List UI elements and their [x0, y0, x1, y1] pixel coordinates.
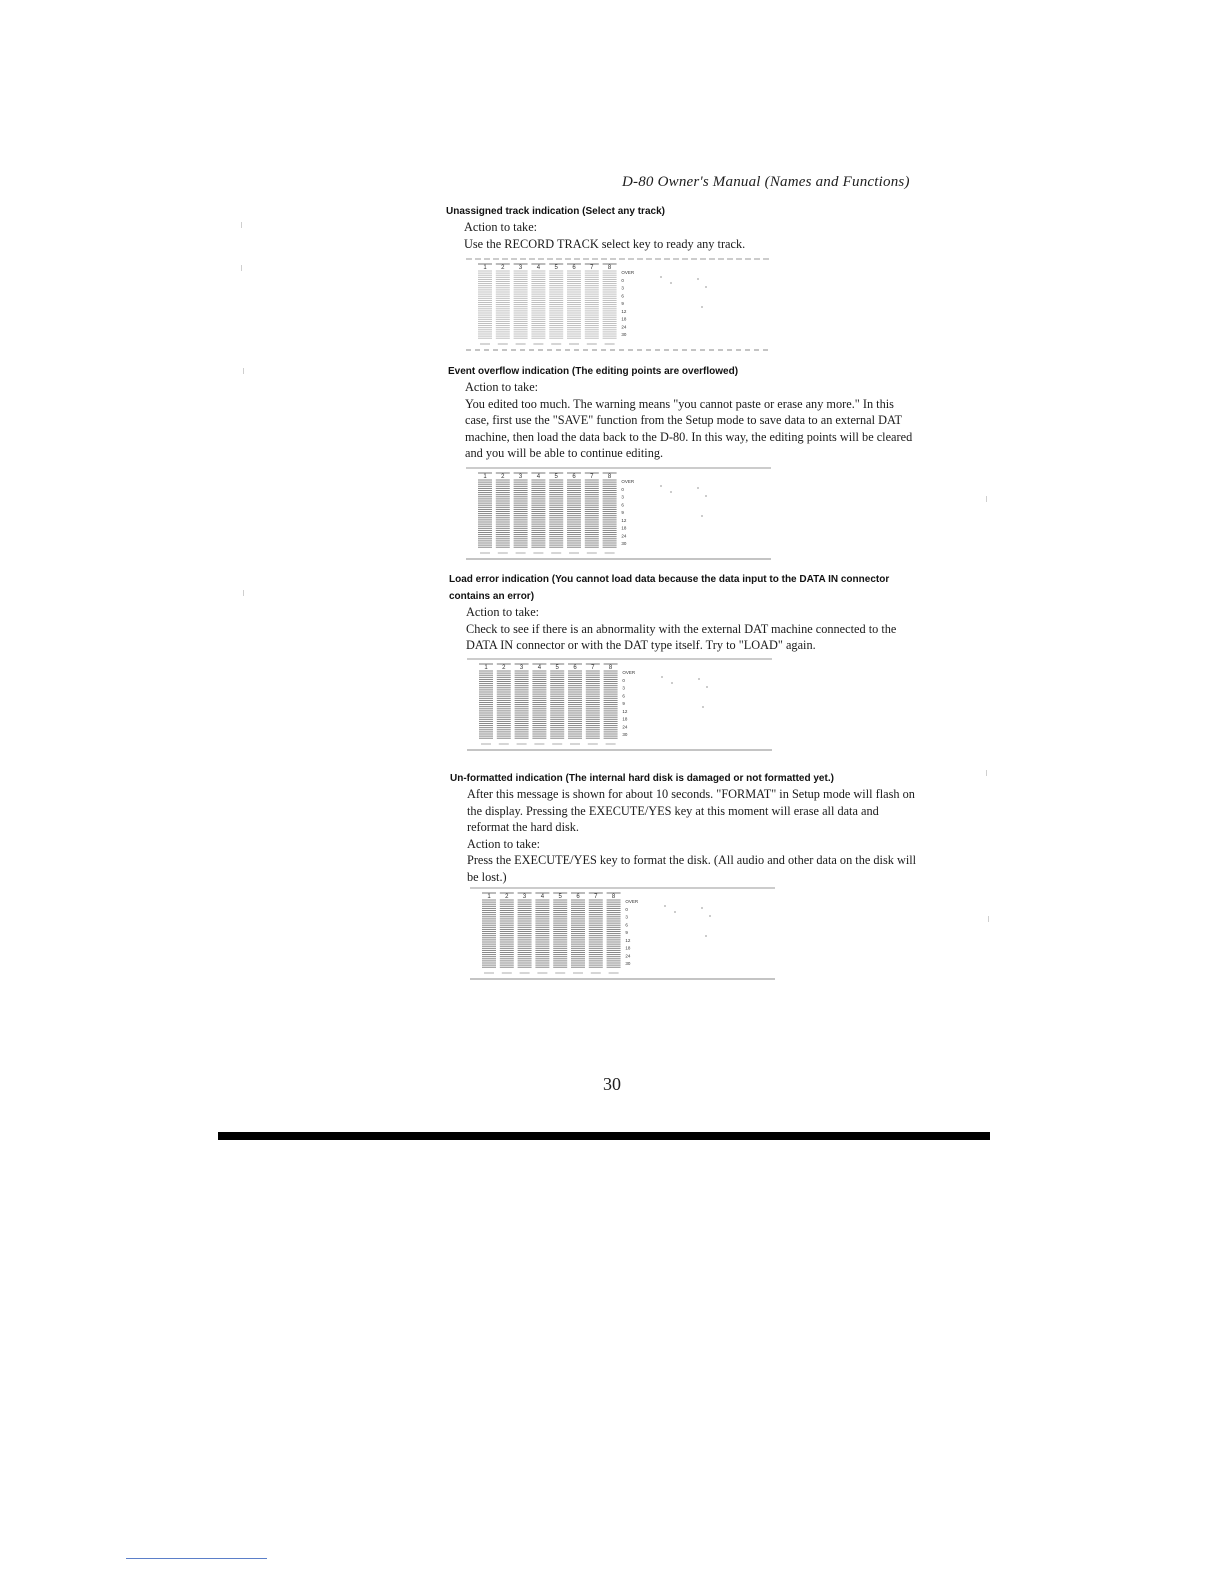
scale-label: 3 [625, 914, 628, 920]
track-number: 2 [501, 265, 505, 271]
scale-label: 9 [621, 301, 624, 306]
meter-column [478, 480, 492, 547]
meter-column [549, 271, 563, 338]
lcd-display-figure [467, 657, 772, 753]
meter-column [532, 671, 546, 738]
lcd-speck [709, 915, 711, 917]
track-number: 3 [518, 265, 523, 271]
lcd-speck [670, 491, 672, 493]
meter-column [496, 480, 510, 547]
scan-speck [986, 770, 987, 776]
scale-label: 0 [621, 277, 624, 283]
track-number: 5 [558, 894, 562, 900]
track-number: 7 [590, 265, 594, 271]
meter-column [531, 480, 545, 547]
lcd-speck [701, 515, 703, 517]
track-number: 3 [519, 665, 524, 671]
page-number: 30 [603, 1074, 621, 1094]
track-number: 4 [536, 265, 541, 271]
lcd-display-figure [466, 257, 771, 353]
paragraph: Use the RECORD TRACK select key to ready any track. [464, 236, 746, 251]
scale-label: OVER [621, 479, 635, 484]
meter-column [586, 671, 600, 738]
track-number: 8 [608, 665, 613, 671]
lcd-speck [702, 706, 704, 708]
scale-label: 12 [621, 517, 627, 523]
lcd-speck [701, 907, 703, 909]
scale-label: 6 [621, 293, 624, 299]
scale-label: 9 [621, 510, 624, 515]
track-number: 7 [594, 894, 598, 900]
track-number: 6 [572, 474, 576, 480]
meter-column [603, 480, 617, 547]
level-meter-display [466, 257, 771, 353]
paragraph: After this message is shown for about 10 seconds. "FORMAT" in Setup mode will flash on the display. Pressing the EXECUTE/YES key at this moment will erase all data and reformat the hard disk. [467, 787, 915, 835]
meter-column [571, 900, 585, 967]
lcd-speck [705, 495, 707, 497]
lcd-speck [697, 278, 699, 280]
scale-label: 0 [621, 486, 624, 492]
meter-column [603, 271, 617, 338]
lcd-speck [660, 485, 662, 487]
meter-column [604, 671, 618, 738]
scan-speck [243, 368, 244, 374]
scale-label: 30 [621, 332, 627, 337]
scale-label: OVER [621, 270, 635, 275]
meter-column [531, 271, 545, 338]
scale-label: 0 [625, 906, 628, 912]
track-number: 1 [484, 665, 488, 671]
track-number: 7 [591, 665, 595, 671]
scale-label: 24 [625, 953, 631, 959]
section-title: Load error indication (You cannot load data because the data input to the DATA IN connector contains an error) [449, 574, 890, 602]
scale-label: 24 [621, 533, 627, 539]
scale-label: 6 [622, 693, 625, 699]
lcd-speck [674, 911, 676, 913]
meter-column [518, 900, 532, 967]
level-meter-display [470, 886, 775, 982]
meter-column [568, 671, 582, 738]
track-number: 2 [505, 894, 509, 900]
scale-label: 12 [622, 708, 628, 714]
scale-label: 18 [622, 716, 628, 722]
lcd-speck [706, 686, 708, 688]
section-title: Event overflow indication (The editing points are overflowed) [448, 366, 739, 377]
meter-column [514, 271, 528, 338]
track-number: 1 [487, 894, 491, 900]
lcd-speck [705, 935, 707, 937]
meter-column [589, 900, 603, 967]
scale-label: 3 [621, 285, 624, 291]
track-number: 8 [607, 474, 612, 480]
lcd-speck [664, 905, 666, 907]
paragraph: Action to take: [464, 220, 538, 234]
section-body [465, 379, 917, 462]
lcd-speck [661, 676, 663, 678]
section-body [466, 604, 918, 654]
meter-column [567, 271, 581, 338]
paragraph: Action to take: [467, 836, 541, 851]
scale-label: 18 [621, 525, 627, 531]
scale-label: 30 [622, 732, 628, 737]
section-body [467, 786, 919, 886]
track-number: 3 [522, 894, 527, 900]
scale-label: 6 [625, 922, 628, 928]
section-title: Un-formatted indication (The internal hard disk is damaged or not formatted yet.) [450, 773, 834, 784]
scale-label: 30 [621, 541, 627, 546]
scale-label: OVER [622, 670, 636, 675]
meter-column [585, 271, 599, 338]
lcd-speck [701, 306, 703, 308]
track-number: 4 [536, 474, 541, 480]
meter-column [607, 900, 621, 967]
paragraph: Press the EXECUTE/YES key to format the disk. (All audio and other data on the disk will be lost.) [467, 853, 917, 884]
track-number: 2 [501, 474, 505, 480]
track-number: 8 [607, 265, 612, 271]
scale-label: 18 [621, 316, 627, 322]
lcd-speck [660, 276, 662, 278]
scan-speck [243, 590, 244, 596]
track-number: 3 [518, 474, 523, 480]
track-number: 5 [554, 474, 558, 480]
track-number: 6 [572, 265, 576, 271]
track-number: 4 [540, 894, 545, 900]
meter-column [535, 900, 549, 967]
track-number: 1 [483, 265, 487, 271]
level-meter-display [466, 466, 771, 562]
track-number: 6 [573, 665, 577, 671]
track-number: 5 [555, 665, 559, 671]
track-number: 7 [590, 474, 594, 480]
track-number: 1 [483, 474, 487, 480]
lcd-speck [698, 678, 700, 680]
paragraph: Action to take: [466, 605, 540, 619]
lcd-display-figure [470, 886, 775, 982]
scale-label: 9 [622, 701, 625, 706]
track-number: 4 [537, 665, 542, 671]
scan-speck [241, 265, 242, 271]
lcd-speck [705, 286, 707, 288]
scale-label: OVER [625, 899, 639, 904]
paragraph: Action to take: [465, 380, 539, 394]
meter-column [500, 900, 514, 967]
paragraph: Check to see if there is an abnormality with the external DAT machine connected to the DATA IN connector or with the DAT type itself. Try to "LOAD" again. [466, 621, 897, 653]
meter-column [515, 671, 529, 738]
lcd-speck [671, 682, 673, 684]
scale-label: 12 [621, 308, 627, 314]
section-title: Unassigned track indication (Select any track) [446, 206, 665, 217]
meter-column [478, 271, 492, 338]
meter-column [585, 480, 599, 547]
meter-column [514, 480, 528, 547]
scan-speck [986, 496, 987, 502]
scan-speck [988, 916, 989, 922]
scan-speck [241, 222, 242, 228]
scan-edge-line [126, 1558, 267, 1559]
scale-label: 12 [625, 937, 631, 943]
meter-column [482, 900, 496, 967]
lcd-speck [670, 282, 672, 284]
meter-column [553, 900, 567, 967]
lcd-display-figure [466, 466, 771, 562]
scale-label: 30 [625, 961, 631, 966]
paragraph: You edited too much. The warning means "you cannot paste or erase any more." In this case, first use the "SAVE" function from the Setup mode to save data to an external DAT machine, then load the data back to the D-80. In this way, the editing points will be cleared and you will be able to continue editing. [465, 396, 913, 461]
scale-label: 0 [622, 677, 625, 683]
scale-label: 6 [621, 502, 624, 508]
meter-column [567, 480, 581, 547]
scale-label: 3 [621, 494, 624, 500]
scale-label: 18 [625, 945, 631, 951]
track-number: 8 [611, 894, 616, 900]
meter-column [497, 671, 511, 738]
meter-column [550, 671, 564, 738]
track-number: 6 [576, 894, 580, 900]
level-meter-display [467, 657, 772, 753]
track-number: 5 [554, 265, 558, 271]
scale-label: 24 [622, 724, 628, 730]
meter-column [549, 480, 563, 547]
scale-label: 9 [625, 930, 628, 935]
lcd-speck [697, 487, 699, 489]
scale-label: 24 [621, 324, 627, 330]
scale-label: 3 [622, 685, 625, 691]
meter-column [496, 271, 510, 338]
meter-column [479, 671, 493, 738]
section-body [464, 219, 914, 252]
footer-rule [218, 1132, 990, 1140]
running-header: D-80 Owner's Manual (Names and Functions) [622, 174, 910, 190]
track-number: 2 [502, 665, 506, 671]
